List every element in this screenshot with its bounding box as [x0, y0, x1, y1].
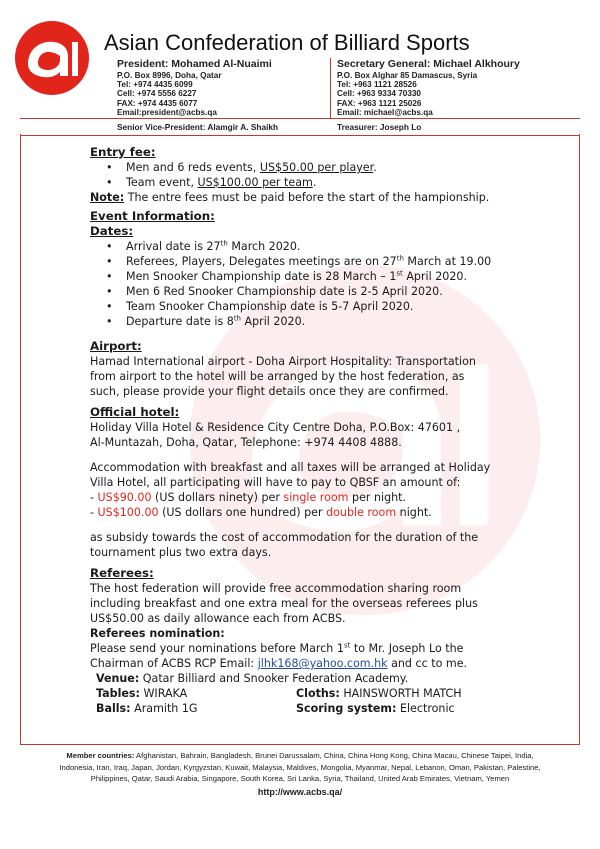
airport-heading: Airport: [90, 339, 142, 353]
footer-divider [20, 744, 580, 745]
president-contact [117, 58, 272, 117]
president-cell: Cell: +974 5556 6227 [117, 89, 197, 99]
balls-scoring-row [96, 701, 560, 716]
nomination-text-1: Please send your nominations before March 1st to Mr. Joseph Lo the [90, 641, 464, 655]
list-item: • Team event, US$100.00 per team. [106, 175, 560, 190]
venue-line: Venue: Qatar Billiard and Snooker Federation Academy. [96, 672, 409, 685]
event-info-heading: Event Information: [90, 209, 215, 223]
senior-vice-president: Senior Vice-President: Alamgir A. Shaikh [117, 122, 279, 132]
president-name: President: Mohamed Al-Nuaimi [117, 58, 272, 70]
footer [30, 750, 570, 798]
single-room-rate: - US$90.00 (US dollars ninety) per single room per night. [90, 491, 407, 504]
list-item: • Men 6 Red Snooker Championship date is 2-5 April 2020. [106, 284, 560, 299]
president-tel: Tel: +974 4435 6099 [117, 80, 193, 90]
president-fax: FAX: +974 4435 6077 [117, 98, 198, 108]
tables-cloths-row [96, 686, 560, 701]
accommodation-text-1: Accommodation with breakfast and all taxes will be arranged at Holiday [90, 461, 491, 474]
acbs-logo [14, 20, 90, 96]
treasurer: Treasurer: Joseph Lo [337, 122, 422, 132]
subsidy-text-2: tournament plus two extra days. [90, 546, 272, 559]
accommodation-text-2: Villa Hotel, all participating will have to pay to QBSF an amount of: [90, 476, 461, 489]
secretary-cell: Cell: +963 9334 70330 [337, 89, 421, 99]
hotel-address-2: Al-Muntazah, Doha, Qatar, Telephone: +974 4408 4888. [90, 436, 402, 449]
hotel-heading: Official hotel: [90, 405, 180, 419]
nomination-text-2: Chairman of ACBS RCP Email: jlhk168@yahoo.com.hk and cc to me. [90, 657, 468, 670]
airport-text-1: Hamad International airport - Doha Airport Hospitality: Transportation [90, 355, 476, 368]
member-countries-line-2: Indonesia, Iran, Iraq, Japan, Jordan, Kyrgyzstan, Kuwait, Malaysia, Maldives, Mongolia, Myanmar, Nepal, Lebanon, Oman, Pakistan, Palestine, [59, 762, 541, 772]
tables-info: Tables: WIRAKA [96, 687, 188, 700]
list-item: • Referees, Players, Delegates meetings are on 27th March at 19.00 [106, 254, 560, 269]
secretary-fax: FAX: +963 1121 25026 [337, 98, 422, 108]
referees-text-3: US$50.00 as daily allowance each from ACBS. [90, 612, 346, 625]
scoring-info: Scoring system: Electronic [296, 702, 455, 715]
dates-heading: Dates: [90, 224, 134, 238]
referees-heading: Referees: [90, 566, 154, 580]
team-fee-amount: US$100.00 per team [197, 176, 313, 189]
secretary-email: Email: michael@acbs.qa [337, 107, 433, 117]
org-title: Asian Confederation of Billiard Sports [104, 30, 470, 55]
list-item: • Men Snooker Championship date is 28 March – 1st April 2020. [106, 269, 560, 284]
cloths-info: Cloths: HAINSWORTH MATCH [296, 687, 462, 700]
president-email: Email:president@acbs.qa [117, 107, 217, 117]
list-item: • Team Snooker Championship date is 5-7 April 2020. [106, 299, 560, 314]
secretary-tel: Tel: +963 1121 28526 [337, 80, 417, 90]
referees-nomination-heading: Referees nomination: [90, 627, 225, 640]
entry-fee-note: Note: The entre fees must be paid before the start of the hampionship. [90, 191, 490, 204]
list-item: • Men and 6 reds events, US$50.00 per player. [106, 160, 560, 175]
website-link[interactable]: http://www.acbs.qa/ [257, 786, 343, 797]
header-divider [330, 58, 331, 118]
member-countries-line-3: Philippines, Qatar, Saudi Arabia, Singapore, South Korea, Sri Lanka, Syria, Thailand, United Arab Emirates, Vietnam, Yemen [90, 774, 510, 783]
airport-text-2: from airport to the hotel will be arranged by the host federation, as [90, 370, 465, 383]
subsidy-text-1: as subsidy towards the cost of accommodation for the duration of the [90, 531, 479, 544]
entry-fee-list [90, 160, 560, 190]
secretary-contact [337, 58, 520, 117]
referees-text-2: including breakfast and one extra meal for the overseas referees plus [90, 597, 478, 610]
list-item: • Arrival date is 27th March 2020. [106, 239, 560, 254]
nomination-email-link[interactable]: jlhk168@yahoo.com.hk [257, 657, 388, 670]
secretary-address: P.O. Box Alghar 85 Damascus, Syria [337, 71, 478, 80]
list-item: • Departure date is 8th April 2020. [106, 314, 560, 329]
balls-info: Balls: Aramith 1G [96, 702, 198, 715]
hotel-address-1: Holiday Villa Hotel & Residence City Centre Doha, P.O.Box: 47601 , [90, 421, 461, 434]
secretary-name: Secretary General: Michael Alkhoury [337, 58, 520, 70]
referees-text-1: The host federation will provide free accommodation sharing room [90, 582, 462, 595]
men-fee-amount: US$50.00 per player [259, 161, 374, 174]
letter-body [90, 145, 560, 716]
double-room-rate: - US$100.00 (US dollars one hundred) per double room night. [90, 506, 432, 519]
president-address: P.O. Box 8996, Doha, Qatar [117, 71, 222, 80]
entry-fee-heading: Entry fee: [90, 145, 156, 159]
member-countries-line-1: Member countries: Afghanistan, Bahrain, Bangladesh, Brunei Darussalam, China, China Hong Kong, China Macau, Chinese Taipei, India, [66, 751, 534, 760]
airport-text-3: such, please provide your flight details once they are confirmed. [90, 385, 449, 398]
dates-list [90, 239, 560, 329]
